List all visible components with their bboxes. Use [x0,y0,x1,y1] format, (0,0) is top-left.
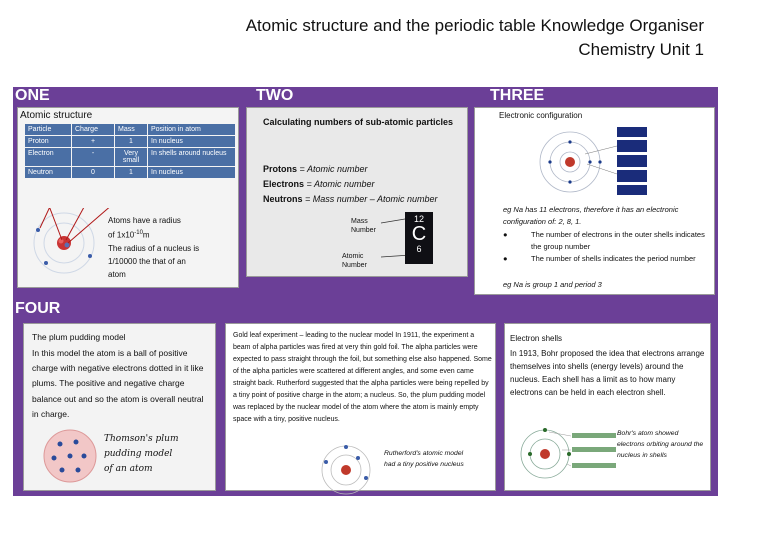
section-four-banner [13,300,718,318]
title-line-1: Atomic structure and the periodic table Knowledge Organiser [245,16,704,35]
electronic-config-heading: Electronic configuration [499,111,583,120]
plum-pudding-body: In this model the atom is a ball of positive charge with negative electrons dotted in it like plums. The positive and negative charge balance out and so the atom is overall neutral in charge. [32,348,204,419]
table-header-row [25,124,235,135]
cell: + [72,136,114,147]
cell: Very small [115,148,147,166]
gold-leaf-panel [225,323,496,491]
electron-shells-panel [504,323,711,491]
note-superscript: -10 [134,230,143,236]
protons-rule [263,162,463,177]
rule-text: = Atomic number [299,164,368,174]
cell: In nucleus [148,136,235,147]
header-charge: Charge [72,124,114,135]
bohr-caption: Bohr's atom showed electrons orbiting around the nucleus in shells [617,430,704,459]
gold-leaf-body: Gold leaf experiment – leading to the nuclear model In 1911, the experiment a beam of alpha particles was fired at very thin gold foil. The alpha particles were expected to pass straight through the foil, but something else also happened. Some of the alpha particles were scattered at different angles, and some even came straight back. Rutherford suggested that the alpha particles were being repelled by a tiny point of positive charge in the atom; a nucleus. So, the plum pudding model was replaced by the nuclear model of the atom where the atom is mainly empty space with a tiny, positive nucleus. [233,332,492,423]
header-mass: Mass [115,124,147,135]
rule-text: = Mass number – Atomic number [305,194,438,204]
config-example: eg Na has 11 electrons, therefore it has an electronic configuration of: 2, 8, 1. [503,205,679,226]
title-line-2: Chemistry Unit 1 [578,40,704,59]
electron-shells-heading: Electron shells [510,334,563,343]
neutrons-rule [263,192,463,207]
calculating-heading: Calculating numbers of sub-atomic particles [263,117,454,127]
panel-three [474,107,715,295]
bohr-atom-icon [515,424,625,484]
section-four-label: FOUR [15,300,61,317]
bullet-icon: ● [503,254,508,263]
plum-pudding-caption: Thomson's plum pudding model of an atom [104,434,179,474]
rule-text: = Atomic number [306,179,375,189]
particle-table [24,123,236,179]
table-row [25,148,235,166]
rule-label: Neutrons [263,194,303,204]
cell: In shells around nucleus [148,148,235,166]
mass-number-label: Mass Number [351,218,376,234]
note-line: The radius of a nucleus is [108,243,200,253]
rule-label: Electrons [263,179,305,189]
nuclear-model-icon [316,442,376,502]
page-title [246,14,704,62]
section-one-label: ONE [15,87,50,104]
config-footer: eg Na is group 1 and period 3 [503,280,602,289]
cell: Proton [25,136,71,147]
panel-one [17,107,239,288]
note-text: of 1x10 [108,230,135,240]
atomic-value: 6 [416,244,422,254]
atom-radius-note [108,214,236,281]
header-particle: Particle [25,124,71,135]
section-three-label: THREE [490,87,545,104]
electron-shells-body: In 1913, Bohr proposed the idea that electrons arrange themselves into shells (energy levels) around the nucleus. Each shell has a limit as to how many electrons can be held in each electron shell. [510,349,705,397]
particle-rules [263,162,463,207]
cell: Neutron [25,167,71,178]
note-line: Atoms have a radius [108,216,181,225]
config-bullet-2 [503,253,709,265]
panel-two [246,107,468,277]
plum-pudding-icon [40,426,100,486]
note-line: 1/10000 the that of an [108,256,186,266]
electrons-rule [263,177,463,192]
section-one-banner [13,87,718,105]
header-position: Position in atom [148,124,235,135]
cell: In nucleus [148,167,235,178]
cell: Electron [25,148,71,166]
section-two-label: TWO [256,87,294,104]
element-symbol: C [411,223,427,245]
cell: - [72,148,114,166]
plum-pudding-heading: The plum pudding model [32,332,126,342]
bullet-icon: ● [503,230,508,239]
nuclear-model-caption: Rutherford's atomic model had a tiny positive nucleus [384,450,464,468]
config-bullet-1 [503,229,709,253]
sodium-shell-diagram-icon [525,124,655,204]
note-line [108,227,236,242]
bullet-text: The number of shells indicates the period number [531,254,696,263]
rule-label: Protons [263,164,298,174]
note-text: m [142,230,150,240]
cell: 1 [115,136,147,147]
atomic-structure-heading: Atomic structure [20,110,93,121]
table-row [25,136,235,147]
element-tile [405,212,433,264]
note-line: atom [108,269,126,279]
cell: 0 [72,167,114,178]
bullet-text: The number of electrons in the outer shells indicates the group number [531,230,705,251]
cell: 1 [115,167,147,178]
mass-value: 12 [413,214,424,224]
atomic-number-label: Atomic Number [342,253,367,269]
table-row [25,167,235,178]
plum-pudding-panel [23,323,216,491]
